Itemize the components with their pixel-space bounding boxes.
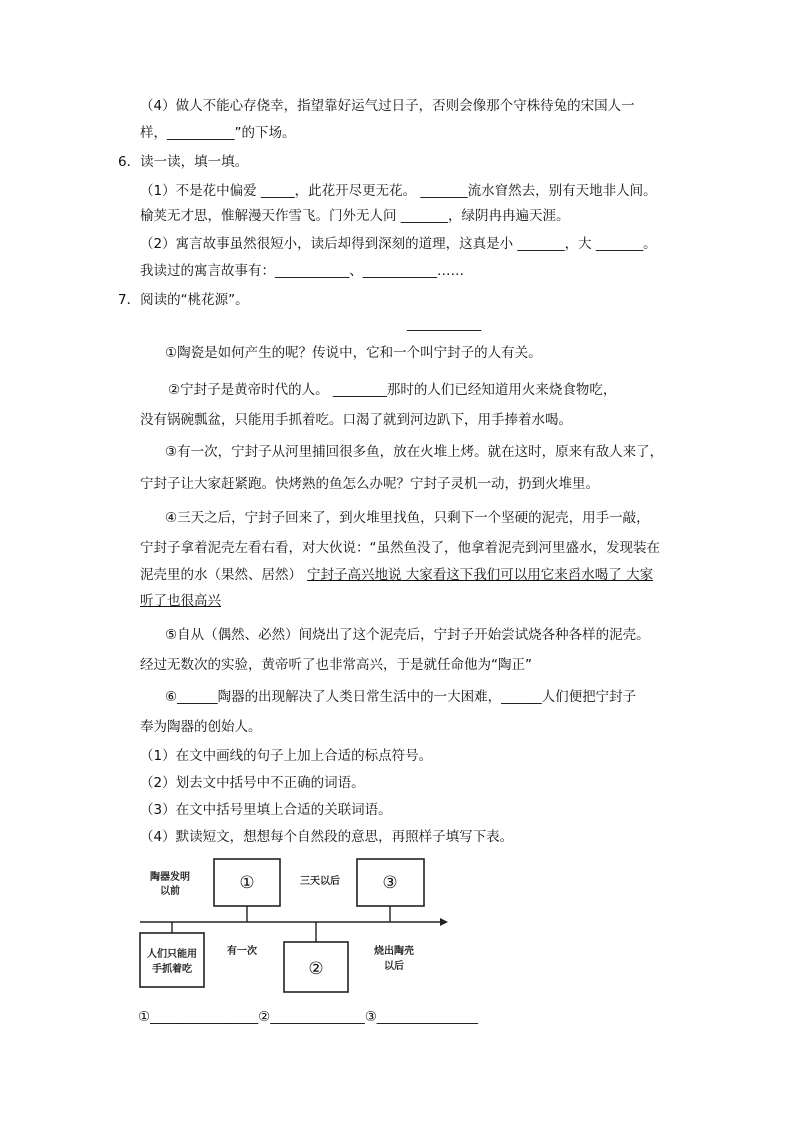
label-before-line2: 以前: [160, 886, 180, 897]
label-three-days: 三天以后: [300, 876, 340, 887]
box-1-label: ①: [239, 873, 255, 893]
text-line: 我读过的寓言故事有：___________、___________……: [140, 263, 464, 279]
text-line: ___________: [407, 316, 482, 332]
text-line: （1）在文中画线的句子上加上合适的标点符号。: [140, 748, 433, 764]
box-2-label: ②: [308, 959, 324, 979]
text-line: 宁封子拿着泥壳左看右看，对大伙说：“虽然鱼没了，他拿着泥壳到河里盛水，发现装在: [140, 540, 660, 556]
text-line: ⑤自从（偶然、必然）间烧出了这个泥壳后，宁封子开始尝试烧各种各样的泥壳。: [165, 627, 650, 643]
text-line: 经过无数次的实验，黄帝听了也非常高兴，于是就任命他为“陶正”: [140, 657, 532, 673]
text-line: 6．读一读，填一填。: [118, 154, 249, 170]
text-line: ②宁封子是黄帝时代的人。 ________那时的人们已经知道用火来烧食物吃，: [168, 382, 617, 398]
timeline-arrowhead: [440, 918, 448, 926]
text-line: ⑥______陶器的出现解决了人类日常生活中的一大困难，______人们便把宁封子: [165, 689, 637, 705]
text-line: ③有一次，宁封子从河里捕回很多鱼，放在火堆上烤。就在这时，原来有敌人来了，: [165, 444, 664, 460]
text-line: 听了也很高兴: [140, 593, 221, 609]
text-line: （3）在文中括号里填上合适的关联词语。: [140, 802, 392, 818]
text-line: 奉为陶器的创始人。: [140, 719, 262, 735]
text-line: （2）寓言故事虽然很短小，读后却得到深刻的道理，这真是小 _______，大 _______。: [140, 236, 657, 252]
text-line: 宁封子高兴地说 大家看这下我们可以用它来舀水喝了 大家: [307, 567, 654, 583]
label-shell-line2: 以后: [384, 961, 404, 972]
timeline-diagram: [138, 858, 458, 1000]
timeline-svg: [138, 858, 458, 1000]
text-line: 7．阅读的“桃花源”。: [118, 292, 249, 308]
text-line: 榆荚无才思，惟解漫天作雪飞。门外无人问 _______，绿阴冉冉遍天涯。: [140, 208, 570, 224]
text-line: 样，__________”的下场。: [140, 125, 296, 141]
label-hands-line2: 手抓着吃: [152, 964, 192, 975]
label-shell-line1: 烧出陶壳: [374, 946, 414, 957]
text-line: ④三天之后，宁封子回来了，到火堆里找鱼，只剩下一个坚硬的泥壳，用手一敲，: [165, 510, 650, 526]
text-line: 宁封子让大家赶紧跑。快烤熟的鱼怎么办呢？宁封子灵机一动，扔到火堆里。: [140, 476, 599, 492]
box-3-label: ③: [382, 873, 398, 893]
text-line: 泥壳里的水（果然、居然）: [140, 567, 302, 583]
text-line: （4）做人不能心存侥幸，指望靠好运气过日子，否则会像那个守株待兔的宋国人一: [140, 98, 635, 114]
text-line: （2）划去文中括号中不正确的词语。: [140, 775, 365, 791]
text-line: （4）默读短文，想想每个自然段的意思，再照样子填写下表。: [140, 829, 514, 845]
label-hands-line1: 人们只能用: [147, 949, 197, 960]
text-line: 没有锅碗瓢盆，只能用手抓着吃。口渴了就到河边趴下，用手捧着水喝。: [140, 412, 572, 428]
text-line: （1）不是花中偏爱 _____，此花开尽更无花。 _______流水窅然去，别有天地非人间。: [140, 183, 657, 199]
text-line: ①陶瓷是如何产生的呢？传说中，它和一个叫宁封子的人有关。: [165, 345, 542, 361]
box-only-hands: [140, 933, 204, 987]
text-line: ①________________②______________③_______________: [138, 1009, 479, 1025]
label-once: 有一次: [227, 946, 257, 957]
label-before-line1: 陶器发明: [150, 872, 190, 883]
